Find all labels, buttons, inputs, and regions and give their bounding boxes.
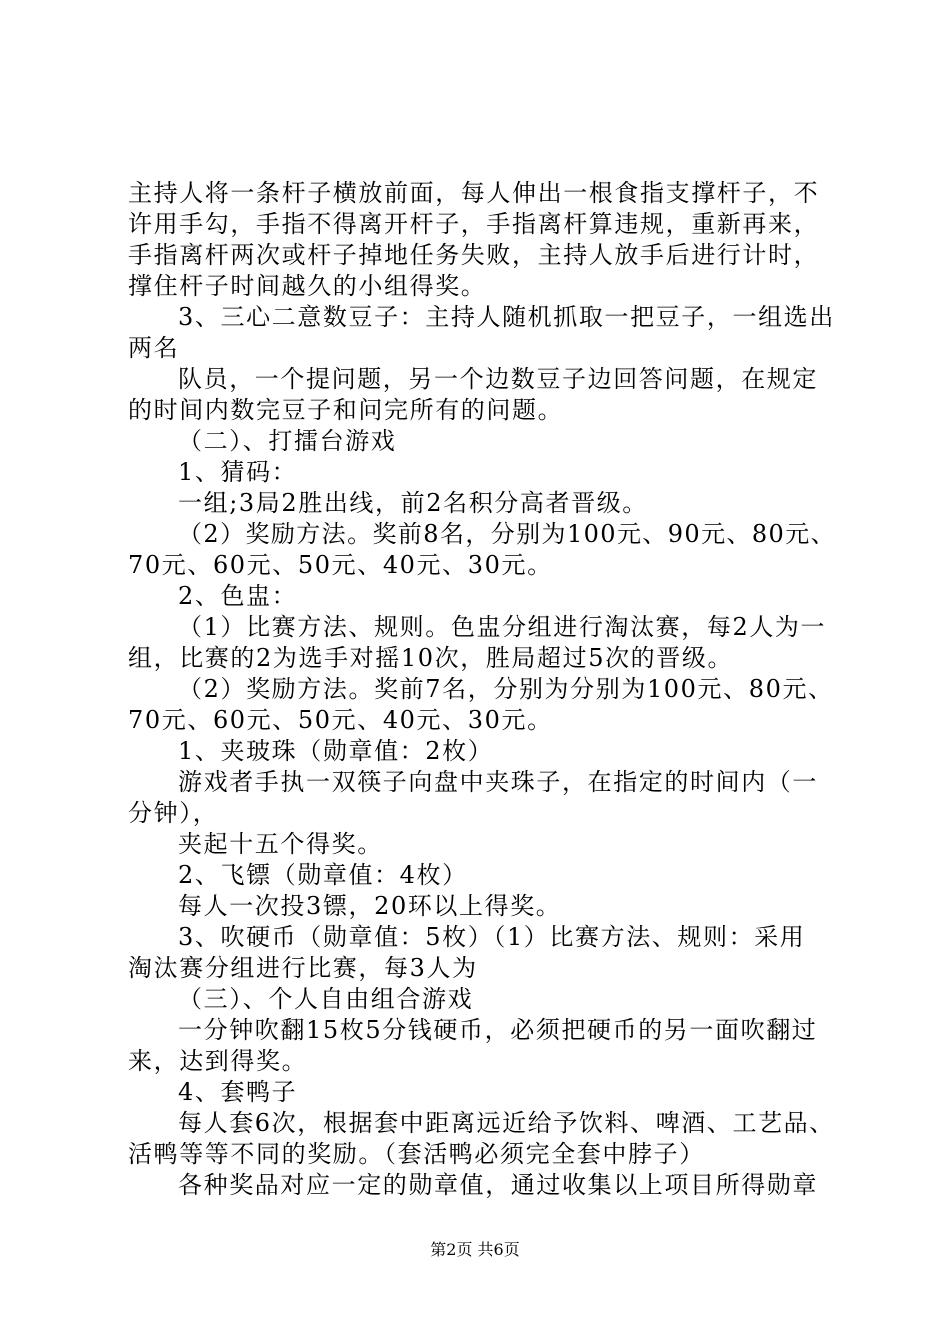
text-line: 每人一次投3镖，20环以上得奖。: [178, 892, 562, 920]
text-line: 2、色盅：: [178, 582, 298, 610]
text-line: （三）、个人自由组合游戏: [178, 985, 474, 1013]
text-line: 的时间内数完豆子和问完所有的问题。: [128, 396, 564, 424]
text-line: 一组;3局2胜出线，前2名积分高者晋级。: [178, 489, 648, 517]
text-line: 来，达到得奖。: [128, 1047, 308, 1075]
text-line: （二）、打擂台游戏: [178, 427, 397, 455]
text-line: 主持人将一条杆子横放前面，每人伸出一根食指支撑杆子，不: [128, 179, 820, 207]
text-line: 两名: [128, 334, 180, 362]
text-line: 夹起十五个得奖。: [178, 830, 383, 858]
text-line: 70元、60元、50元、40元、30元。: [128, 551, 553, 579]
text-line: 70元、60元、50元、40元、30元。: [128, 706, 553, 734]
text-line: 3、三心二意数豆子：主持人随机抓取一把豆子，一组选出: [178, 303, 835, 331]
text-line: （2）奖励方法。奖前7名，分别为分别为100元、80元、: [178, 675, 834, 703]
text-line: 淘汰赛分组进行比赛，每3人为: [128, 954, 478, 982]
text-line: 游戏者手执一双筷子向盘中夹珠子，在指定的时间内（一: [178, 768, 818, 796]
text-line: 组，比赛的2为选手对摇10次，胜局超过5次的晋级。: [128, 644, 734, 672]
text-line: 4、套鸭子: [178, 1078, 298, 1106]
document-body: [128, 178, 840, 1201]
page-footer: 第2页 共6页: [430, 1240, 520, 1259]
text-line: （1）比赛方法、规则。色盅分组进行淘汰赛，每2人为一: [178, 613, 827, 641]
text-line: 1、猜码：: [178, 458, 298, 486]
text-line: 每人套6次，根据套中距离远近给予饮料、啤酒、工艺品、: [178, 1109, 835, 1137]
text-line: 各种奖品对应一定的勋章值，通过收集以上项目所得勋章: [178, 1171, 818, 1199]
text-line: 手指离杆两次或杆子掉地任务失败，主持人放手后进行计时，: [128, 241, 820, 269]
text-line: 1、夹玻珠（勋章值：2枚）: [178, 737, 494, 765]
text-line: 活鸭等等不同的奖励。（套活鸭必须完全套中脖子）: [128, 1140, 705, 1168]
text-line: 分钟），: [128, 799, 219, 827]
text-line: 2、飞镖（勋章值：4枚）: [178, 861, 468, 889]
text-line: 撑住杆子时间越久的小组得奖。: [128, 272, 487, 300]
text-line: （2）奖励方法。奖前8名，分别为100元、90元、80元、: [178, 520, 837, 548]
text-line: 3、吹硬币（勋章值：5枚）（1）比赛方法、规则：采用: [178, 923, 806, 951]
text-line: 一分钟吹翻15枚5分钱硬币，必须把硬币的另一面吹翻过: [178, 1016, 818, 1044]
text-line: 许用手勾，手指不得离开杆子，手指离杆算违规，重新再来，: [128, 210, 820, 238]
text-line: 队员，一个提问题，另一个边数豆子边回答问题，在规定: [178, 365, 818, 393]
